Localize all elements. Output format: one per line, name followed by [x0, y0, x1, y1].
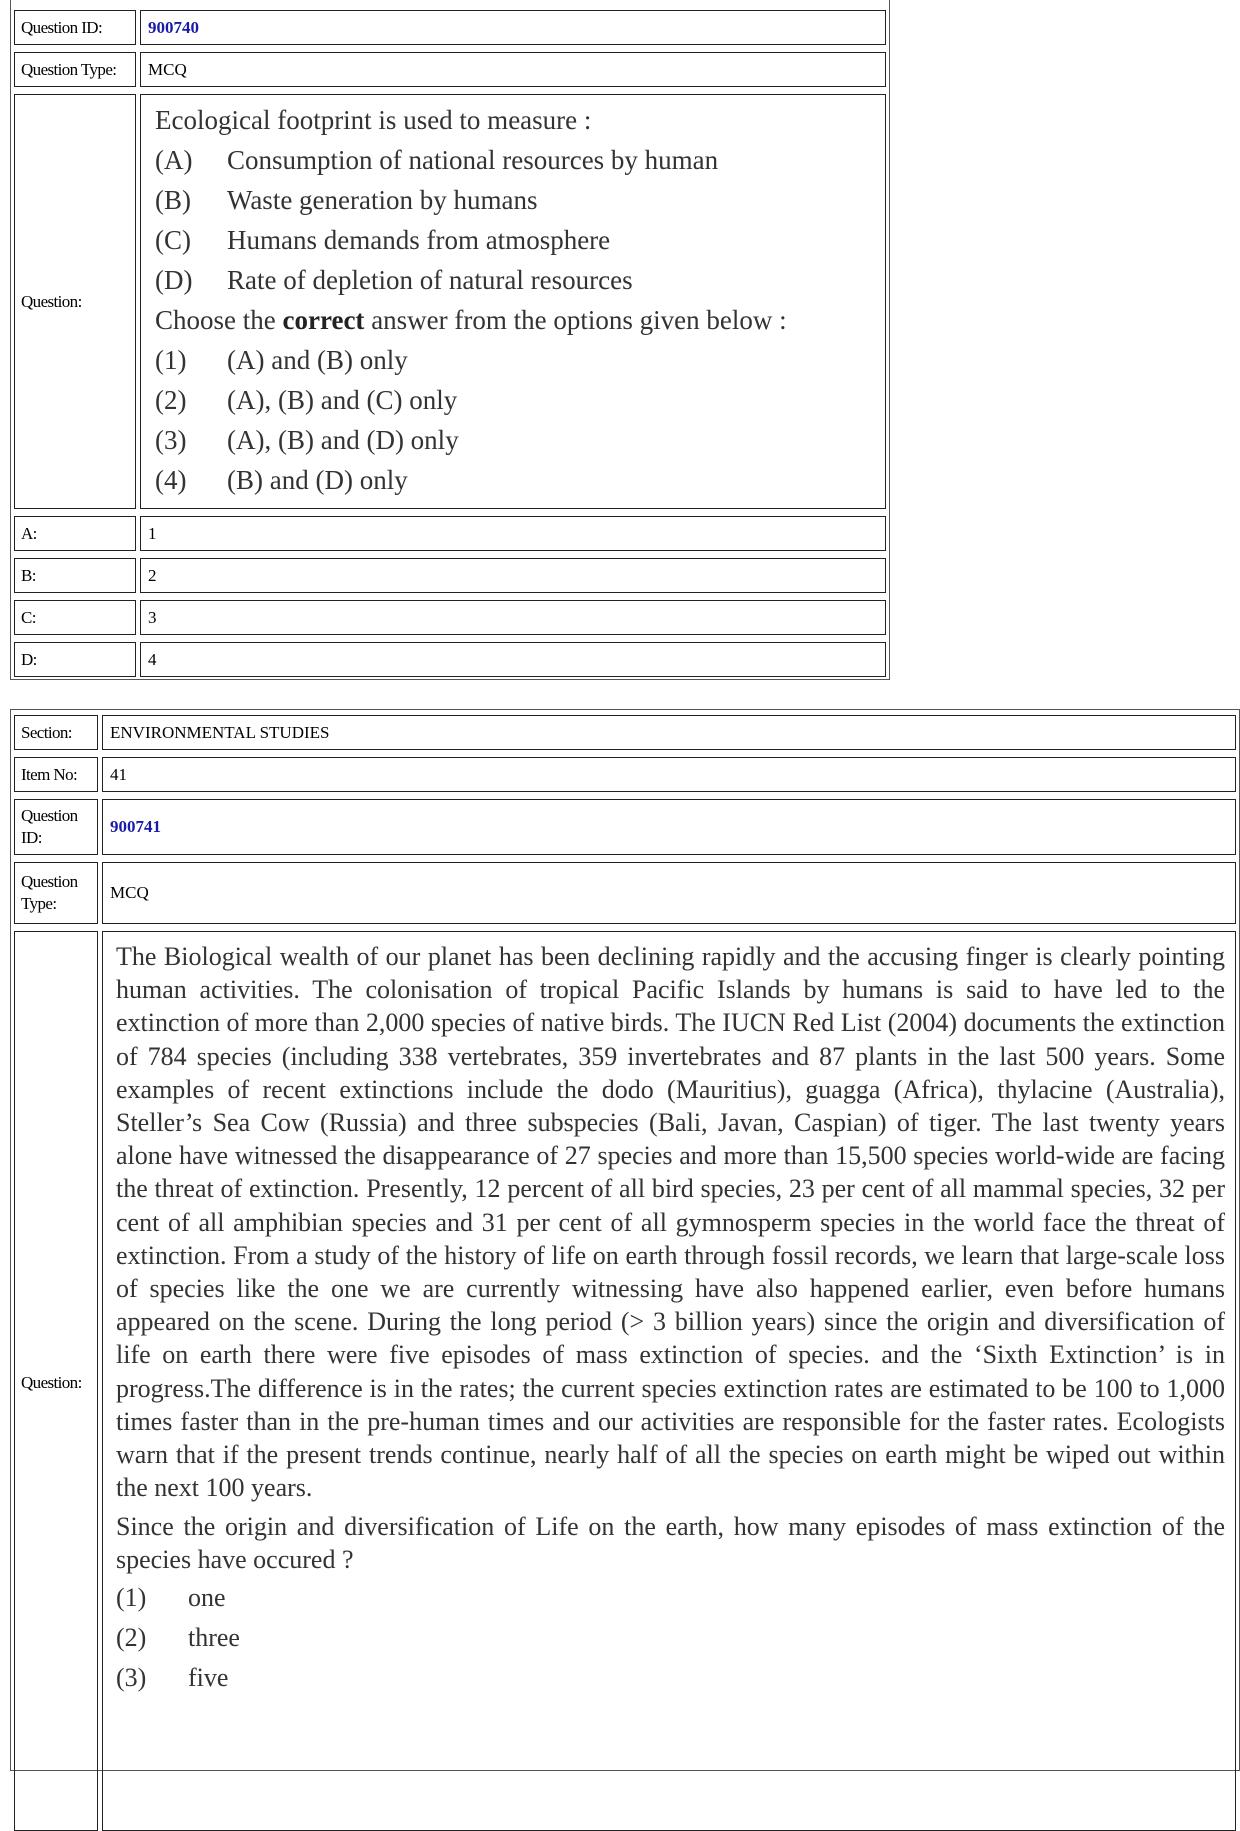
sub-question: Since the origin and diversification of Life on the earth, how many episodes of mass extinction of the species have occured ? [116, 1512, 1225, 1575]
statement-c [155, 220, 885, 260]
instruction-bold: correct [282, 305, 365, 335]
statement-b [155, 180, 885, 220]
answer-row-c [14, 600, 886, 635]
statement-number: (D) [155, 265, 193, 295]
question-id-row [14, 10, 886, 45]
question-type-value: MCQ [102, 862, 1236, 924]
question-id-value: 900741 [102, 799, 1236, 855]
statement-text: Humans demands from atmosphere [227, 225, 611, 255]
answer-value: 4 [140, 642, 886, 677]
statement-text: Rate of depletion of natural resources [227, 265, 633, 295]
question-type-row [14, 862, 1236, 924]
question-row [14, 931, 1236, 1831]
question-label: Question: [14, 94, 136, 509]
item-no-label: Item No: [14, 757, 98, 792]
statement-number: (A) [155, 145, 193, 175]
statement-d [155, 260, 885, 300]
statement-a [155, 140, 885, 180]
item-no-value: 41 [102, 757, 1236, 792]
option-text: (A), (B) and (C) only [227, 385, 458, 415]
option-4 [155, 460, 885, 500]
answer-value: 1 [140, 516, 886, 551]
option-1 [155, 340, 885, 380]
option-number: (2) [155, 385, 187, 415]
statement-text: Consumption of national resources by human [227, 145, 719, 175]
option-text: (A), (B) and (D) only [227, 425, 459, 455]
question-type-label: Question Type: [14, 862, 98, 924]
answer-value: 3 [140, 600, 886, 635]
question-table-900740 [10, 0, 890, 680]
instruction-post: answer from the options given below : [364, 305, 787, 335]
instruction-pre: Choose the [155, 305, 283, 335]
question-body [102, 931, 1236, 1831]
option-text: one [188, 1583, 226, 1613]
option-number: (4) [155, 465, 187, 495]
passage: The Biological wealth of our planet has been declining rapidly and the accusing finger is clearly pointing human activities. The colonisation of tropical Pacific Islands by humans is said to have led to the extinction of more than 2,000 species of native birds. The IUCN Red List (2004) documents the extinction of 784 species (including 338 vertebrates, 359 invertebrates and 87 plants in the last 500 years. Some examples of recent extinctions include the dodo (Mauritius), guagga (Africa), thylacine (Australia), Steller’s Sea Cow (Russia) and three subspecies (Bali, Javan, Caspian) of tiger. The last twenty years alone have witnessed the disappearance of 27 species and more than 15,500 species world-wide are facing the threat of extinction. Presently, 12 percent of all bird species, 23 per cent of all mammal species, 32 per cent of all amphibian species and 31 per cent of all gymnosperm species in the world face the threat of extinction. From a study of the history of life on earth through fossil records, we learn that large-scale loss of species like the one we are currently witnessing have also happened earlier, even before humans appeared on the scene. During the long period (> 3 billion years) since the origin and diversification of life on earth there were five episodes of mass extinction of species. and the ‘Sixth Extinction’ is in progress.The difference is in the rates; the current species extinction rates are estimated to be 100 to 1,000 times faster than in the pre-human times and our activities are responsible for the faster rates. Ecologists warn that if the present trends continue, nearly half of all the species on earth might be wiped out within the next 100 years. [116, 942, 1225, 1503]
question-type-row [14, 52, 886, 87]
question-type-value: MCQ [140, 52, 886, 87]
answer-row-d [14, 642, 886, 677]
question-row [14, 94, 886, 509]
question-id-value: 900740 [140, 10, 886, 45]
answer-row-a [14, 516, 886, 551]
option-number: (2) [116, 1623, 147, 1653]
section-row [14, 715, 1236, 750]
question-stem: Ecological footprint is used to measure : [155, 105, 592, 135]
instruction [155, 300, 885, 340]
option-1 [116, 1578, 1225, 1618]
option-text: (A) and (B) only [227, 345, 408, 375]
answer-label: C: [14, 600, 136, 635]
statement-text: Waste generation by humans [227, 185, 538, 215]
option-2 [155, 380, 885, 420]
statement-number: (C) [155, 225, 191, 255]
option-number: (1) [155, 345, 187, 375]
question-id-label: Question ID: [14, 799, 98, 855]
answer-label: B: [14, 558, 136, 593]
option-text: three [188, 1623, 240, 1653]
option-number: (1) [116, 1583, 147, 1613]
section-value: ENVIRONMENTAL STUDIES [102, 715, 1236, 750]
option-number: (3) [155, 425, 187, 455]
answer-row-b [14, 558, 886, 593]
question-id-row [14, 799, 1236, 855]
question-body [140, 94, 886, 509]
answer-label: A: [14, 516, 136, 551]
question-id-label: Question ID: [14, 10, 136, 45]
question-label: Question: [14, 931, 98, 1831]
option-text: five [188, 1663, 229, 1693]
answer-label: D: [14, 642, 136, 677]
option-text: (B) and (D) only [227, 465, 408, 495]
option-2 [116, 1618, 1225, 1658]
answer-value: 2 [140, 558, 886, 593]
statement-number: (B) [155, 185, 191, 215]
question-type-label: Question Type: [14, 52, 136, 87]
option-number: (3) [116, 1663, 147, 1693]
option-3 [155, 420, 885, 460]
item-no-row [14, 757, 1236, 792]
option-3 [116, 1658, 1225, 1698]
question-table-900741 [10, 709, 1240, 1771]
section-label: Section: [14, 715, 98, 750]
